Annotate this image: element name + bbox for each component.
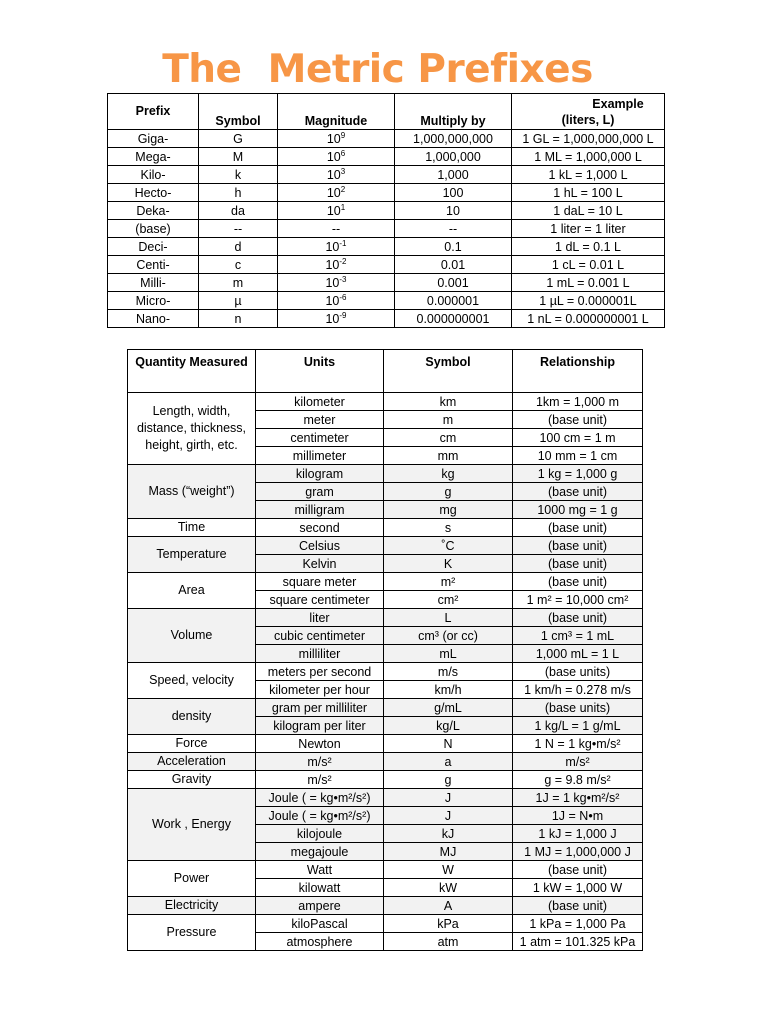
magnitude-base: 10 xyxy=(326,185,341,200)
symbol-cell: g xyxy=(384,483,513,501)
symbol-cell: J xyxy=(384,807,513,825)
symbol-cell: da xyxy=(199,202,278,220)
magnitude-cell xyxy=(278,130,395,148)
symbol-cell: K xyxy=(384,555,513,573)
unit-cell: Newton xyxy=(256,735,384,753)
prefix-row xyxy=(108,220,665,238)
quantity-row xyxy=(128,393,643,411)
unit-cell: m/s² xyxy=(256,753,384,771)
unit-cell: kilometer xyxy=(256,393,384,411)
magnitude-header: Magnitude xyxy=(278,94,395,130)
symbol-cell: M xyxy=(199,148,278,166)
symbol-cell: kJ xyxy=(384,825,513,843)
magnitude-cell xyxy=(278,310,395,328)
relationship-cell: 10 mm = 1 cm xyxy=(513,447,643,465)
relationship-cell: 1km = 1,000 m xyxy=(513,393,643,411)
prefix-table-header-row xyxy=(108,94,665,130)
example-cell: 1 dL = 0.1 L xyxy=(512,238,665,256)
quantity-row xyxy=(128,915,643,933)
symbol-cell: MJ xyxy=(384,843,513,861)
quantity-measured-cell: Electricity xyxy=(128,897,256,915)
quantity-row xyxy=(128,519,643,537)
unit-cell: ampere xyxy=(256,897,384,915)
page-title: The Metric Prefixes xyxy=(162,47,593,92)
metric-prefix-table xyxy=(107,93,665,328)
relationship-cell: 1 MJ = 1,000,000 J xyxy=(513,843,643,861)
prefix-cell: (base) xyxy=(108,220,199,238)
units-header: Units xyxy=(256,350,384,393)
relationship-cell: 1 N = 1 kg•m/s² xyxy=(513,735,643,753)
quantity-row xyxy=(128,465,643,483)
relationship-cell: 1 kW = 1,000 W xyxy=(513,879,643,897)
magnitude-base: 10 xyxy=(325,311,340,326)
symbol-cell: d xyxy=(199,238,278,256)
symbol-cell: mL xyxy=(384,645,513,663)
magnitude-cell xyxy=(278,256,395,274)
example-header xyxy=(512,94,665,130)
quantity-row xyxy=(128,573,643,591)
quantity-row xyxy=(128,753,643,771)
quantity-measured-cell: Force xyxy=(128,735,256,753)
unit-cell: milliliter xyxy=(256,645,384,663)
prefix-cell: Deci- xyxy=(108,238,199,256)
symbol-cell: m² xyxy=(384,573,513,591)
magnitude-cell xyxy=(278,148,395,166)
relationship-cell: (base unit) xyxy=(513,411,643,429)
symbol-cell: kg xyxy=(384,465,513,483)
symbol-cell: G xyxy=(199,130,278,148)
relationship-cell: (base unit) xyxy=(513,555,643,573)
magnitude-exponent: 6 xyxy=(340,148,346,158)
symbol-cell: m xyxy=(199,274,278,292)
example-cell: 1 nL = 0.000000001 L xyxy=(512,310,665,328)
relationship-cell: (base unit) xyxy=(513,483,643,501)
quantity-measured-cell: Length, width, distance, thickness, height, girth, etc. xyxy=(128,393,256,465)
unit-cell: cubic centimeter xyxy=(256,627,384,645)
symbol-cell: cm xyxy=(384,429,513,447)
multiply-cell: 0.000000001 xyxy=(395,310,512,328)
example-header-line2: (liters, L) xyxy=(561,113,615,127)
multiply-cell: 0.1 xyxy=(395,238,512,256)
multiply-cell: 1,000 xyxy=(395,166,512,184)
quantity-measured-cell: Speed, velocity xyxy=(128,663,256,699)
magnitude-cell xyxy=(278,202,395,220)
prefix-header: Prefix xyxy=(108,94,199,130)
example-cell: 1 ML = 1,000,000 L xyxy=(512,148,665,166)
unit-cell: millimeter xyxy=(256,447,384,465)
relationship-cell: (base units) xyxy=(513,699,643,717)
magnitude-exponent: 9 xyxy=(340,130,346,140)
quantity-table-header-row xyxy=(128,350,643,393)
quantity-row xyxy=(128,663,643,681)
magnitude-cell xyxy=(278,274,395,292)
relationship-cell: (base unit) xyxy=(513,519,643,537)
symbol-cell: A xyxy=(384,897,513,915)
relationship-cell: (base unit) xyxy=(513,609,643,627)
quantity-header: Quantity Measured xyxy=(128,350,256,393)
magnitude-cell xyxy=(278,220,395,238)
unit-cell: Watt xyxy=(256,861,384,879)
quantity-row xyxy=(128,897,643,915)
symbol-cell: kg/L xyxy=(384,717,513,735)
magnitude-base: 10 xyxy=(326,149,341,164)
prefix-row xyxy=(108,310,665,328)
magnitude-base: 10 xyxy=(326,167,341,182)
symbol-header: Symbol xyxy=(384,350,513,393)
magnitude-base: -- xyxy=(331,221,341,236)
prefix-row xyxy=(108,148,665,166)
magnitude-exponent: 2 xyxy=(340,184,346,194)
prefix-cell: Micro- xyxy=(108,292,199,310)
symbol-cell: ˚C xyxy=(384,537,513,555)
magnitude-base: 10 xyxy=(325,275,340,290)
symbol-cell: atm xyxy=(384,933,513,951)
unit-cell: kilojoule xyxy=(256,825,384,843)
magnitude-base: 10 xyxy=(326,203,341,218)
multiply-cell: 100 xyxy=(395,184,512,202)
example-cell: 1 hL = 100 L xyxy=(512,184,665,202)
magnitude-exponent: -1 xyxy=(339,238,347,248)
symbol-cell: mm xyxy=(384,447,513,465)
multiply-cell: 1,000,000 xyxy=(395,148,512,166)
unit-cell: kilometer per hour xyxy=(256,681,384,699)
quantity-row xyxy=(128,537,643,555)
prefix-cell: Giga- xyxy=(108,130,199,148)
relationship-cell: 1000 mg = 1 g xyxy=(513,501,643,519)
relationship-cell: 1 km/h = 0.278 m/s xyxy=(513,681,643,699)
prefix-cell: Hecto- xyxy=(108,184,199,202)
unit-cell: centimeter xyxy=(256,429,384,447)
relationship-cell: 1J = N•m xyxy=(513,807,643,825)
symbol-cell: g xyxy=(384,771,513,789)
symbol-cell: -- xyxy=(199,220,278,238)
symbol-cell: m xyxy=(384,411,513,429)
unit-cell: square centimeter xyxy=(256,591,384,609)
symbol-cell: kW xyxy=(384,879,513,897)
unit-cell: atmosphere xyxy=(256,933,384,951)
example-cell: 1 GL = 1,000,000,000 L xyxy=(512,130,665,148)
example-header-line1: Example xyxy=(592,97,644,111)
prefix-cell: Kilo- xyxy=(108,166,199,184)
multiply-cell: 0.001 xyxy=(395,274,512,292)
magnitude-base: 10 xyxy=(325,257,340,272)
relationship-cell: 1 m² = 10,000 cm² xyxy=(513,591,643,609)
unit-cell: Joule ( = kg•m²/s²) xyxy=(256,807,384,825)
magnitude-base: 10 xyxy=(326,131,341,146)
multiply-cell: 0.01 xyxy=(395,256,512,274)
multiply-cell: -- xyxy=(395,220,512,238)
symbol-cell: c xyxy=(199,256,278,274)
quantity-measured-cell: Pressure xyxy=(128,915,256,951)
magnitude-exponent: -6 xyxy=(339,292,347,302)
symbol-cell: kPa xyxy=(384,915,513,933)
symbol-cell: km xyxy=(384,393,513,411)
relationship-cell: (base unit) xyxy=(513,573,643,591)
symbol-cell: k xyxy=(199,166,278,184)
multiply-cell: 1,000,000,000 xyxy=(395,130,512,148)
unit-cell: meters per second xyxy=(256,663,384,681)
unit-cell: kilogram per liter xyxy=(256,717,384,735)
unit-cell: milligram xyxy=(256,501,384,519)
quantity-measured-cell: Volume xyxy=(128,609,256,663)
quantity-row xyxy=(128,699,643,717)
magnitude-exponent: 3 xyxy=(340,166,346,176)
unit-cell: gram per milliliter xyxy=(256,699,384,717)
symbol-header: Symbol xyxy=(199,94,278,130)
multiply-cell: 10 xyxy=(395,202,512,220)
relationship-cell: 1 kg/L = 1 g/mL xyxy=(513,717,643,735)
symbol-cell: J xyxy=(384,789,513,807)
prefix-row xyxy=(108,256,665,274)
unit-cell: megajoule xyxy=(256,843,384,861)
symbol-cell: a xyxy=(384,753,513,771)
quantity-measured-cell: Gravity xyxy=(128,771,256,789)
unit-cell: second xyxy=(256,519,384,537)
magnitude-exponent: 1 xyxy=(340,202,346,212)
prefix-cell: Milli- xyxy=(108,274,199,292)
example-cell: 1 kL = 1,000 L xyxy=(512,166,665,184)
relationship-cell: g = 9.8 m/s² xyxy=(513,771,643,789)
magnitude-base: 10 xyxy=(325,293,340,308)
quantity-measured-cell: Area xyxy=(128,573,256,609)
quantity-measured-cell: Mass (“weight”) xyxy=(128,465,256,519)
symbol-cell: cm² xyxy=(384,591,513,609)
relationship-cell: 1 kJ = 1,000 J xyxy=(513,825,643,843)
prefix-row xyxy=(108,292,665,310)
relationship-cell: (base unit) xyxy=(513,897,643,915)
prefix-row xyxy=(108,202,665,220)
example-cell: 1 daL = 10 L xyxy=(512,202,665,220)
quantity-row xyxy=(128,789,643,807)
quantity-measured-cell: Power xyxy=(128,861,256,897)
multiply-cell: 0.000001 xyxy=(395,292,512,310)
unit-cell: square meter xyxy=(256,573,384,591)
magnitude-exponent: -9 xyxy=(339,310,347,320)
magnitude-cell xyxy=(278,238,395,256)
magnitude-cell xyxy=(278,166,395,184)
relationship-cell: (base unit) xyxy=(513,537,643,555)
relationship-cell: 1 atm = 101.325 kPa xyxy=(513,933,643,951)
quantity-measured-cell: Temperature xyxy=(128,537,256,573)
unit-cell: kiloPascal xyxy=(256,915,384,933)
quantity-row xyxy=(128,771,643,789)
unit-cell: kilowatt xyxy=(256,879,384,897)
symbol-cell: m/s xyxy=(384,663,513,681)
symbol-cell: km/h xyxy=(384,681,513,699)
magnitude-cell xyxy=(278,184,395,202)
symbol-cell: g/mL xyxy=(384,699,513,717)
example-cell: 1 µL = 0.000001L xyxy=(512,292,665,310)
relationship-cell: m/s² xyxy=(513,753,643,771)
prefix-cell: Centi- xyxy=(108,256,199,274)
symbol-cell: µ xyxy=(199,292,278,310)
example-cell: 1 liter = 1 liter xyxy=(512,220,665,238)
symbol-cell: n xyxy=(199,310,278,328)
quantity-measured-cell: density xyxy=(128,699,256,735)
unit-cell: m/s² xyxy=(256,771,384,789)
quantity-row xyxy=(128,609,643,627)
symbol-cell: cm³ (or cc) xyxy=(384,627,513,645)
quantity-measured-cell: Time xyxy=(128,519,256,537)
unit-cell: liter xyxy=(256,609,384,627)
quantity-measured-cell: Work , Energy xyxy=(128,789,256,861)
unit-cell: Kelvin xyxy=(256,555,384,573)
symbol-cell: h xyxy=(199,184,278,202)
prefix-row xyxy=(108,274,665,292)
relationship-cell: 1,000 mL = 1 L xyxy=(513,645,643,663)
example-cell: 1 cL = 0.01 L xyxy=(512,256,665,274)
prefix-row xyxy=(108,238,665,256)
magnitude-exponent: -3 xyxy=(339,274,347,284)
quantity-row xyxy=(128,735,643,753)
magnitude-cell xyxy=(278,292,395,310)
relationship-header: Relationship xyxy=(513,350,643,393)
prefix-cell: Deka- xyxy=(108,202,199,220)
magnitude-base: 10 xyxy=(325,239,340,254)
example-cell: 1 mL = 0.001 L xyxy=(512,274,665,292)
magnitude-exponent: -2 xyxy=(339,256,347,266)
quantity-row xyxy=(128,861,643,879)
symbol-cell: N xyxy=(384,735,513,753)
unit-cell: kilogram xyxy=(256,465,384,483)
quantity-measured-cell: Acceleration xyxy=(128,753,256,771)
symbol-cell: s xyxy=(384,519,513,537)
unit-cell: Celsius xyxy=(256,537,384,555)
quantity-units-table xyxy=(127,349,643,951)
relationship-cell: 1J = 1 kg•m²/s² xyxy=(513,789,643,807)
symbol-cell: W xyxy=(384,861,513,879)
unit-cell: Joule ( = kg•m²/s²) xyxy=(256,789,384,807)
prefix-row xyxy=(108,166,665,184)
relationship-cell: 1 cm³ = 1 mL xyxy=(513,627,643,645)
relationship-cell: (base unit) xyxy=(513,861,643,879)
unit-cell: meter xyxy=(256,411,384,429)
relationship-cell: 1 kg = 1,000 g xyxy=(513,465,643,483)
prefix-row xyxy=(108,130,665,148)
relationship-cell: 1 kPa = 1,000 Pa xyxy=(513,915,643,933)
prefix-cell: Mega- xyxy=(108,148,199,166)
relationship-cell: 100 cm = 1 m xyxy=(513,429,643,447)
prefix-row xyxy=(108,184,665,202)
symbol-cell: mg xyxy=(384,501,513,519)
symbol-cell: L xyxy=(384,609,513,627)
prefix-cell: Nano- xyxy=(108,310,199,328)
unit-cell: gram xyxy=(256,483,384,501)
relationship-cell: (base units) xyxy=(513,663,643,681)
multiply-by-header: Multiply by xyxy=(395,94,512,130)
